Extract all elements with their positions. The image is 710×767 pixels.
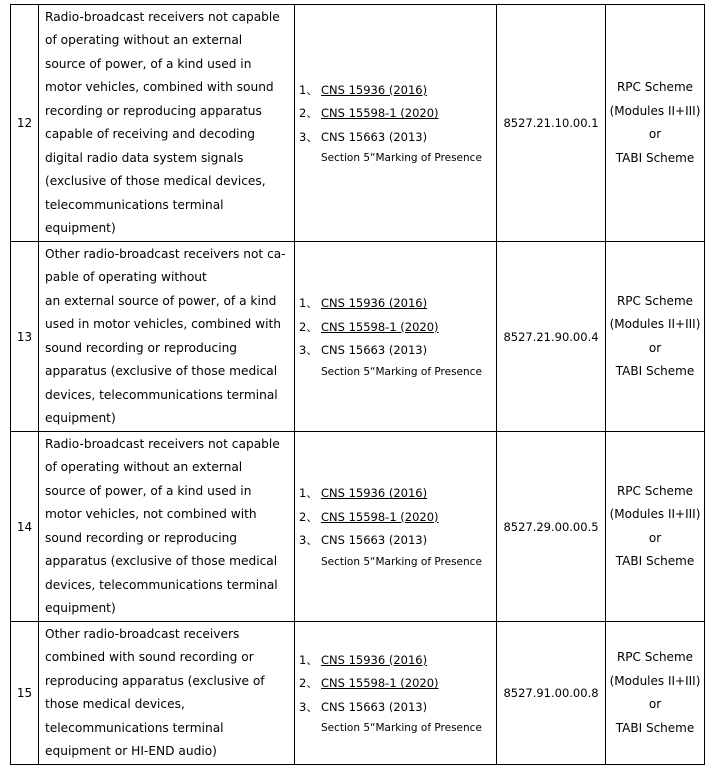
standard-name: CNS 15663 (2013) — [321, 129, 428, 144]
scheme-line: TABI Scheme — [615, 364, 695, 378]
standard-index: 2、 — [299, 676, 318, 691]
product-description — [39, 622, 295, 765]
standard-item — [299, 506, 496, 530]
description-line: digital radio data system signals — [45, 150, 244, 165]
standard-name: CNS 15936 (2016) — [321, 296, 428, 311]
standard-index: 2、 — [299, 319, 318, 334]
conformity-scheme — [606, 622, 705, 765]
scheme-line: (Modules II+III) — [609, 317, 701, 331]
scheme-line: (Modules II+III) — [609, 103, 701, 118]
standard-item — [299, 102, 496, 126]
scheme-line: RPC Scheme — [616, 483, 694, 498]
standard-section-note: Section 5“Marking of Presence — [321, 722, 482, 735]
standard-index: 1、 — [299, 486, 318, 501]
description-line: those medical devices, — [45, 697, 185, 711]
standard-section-note: Section 5“Marking of Presence — [321, 555, 482, 568]
scheme-line: or — [648, 340, 662, 355]
standard-section-note: Section 5“Marking of Presence — [321, 152, 482, 165]
description-line: equipment or HI-END audio) — [45, 744, 217, 758]
standard-index: 1、 — [299, 82, 318, 97]
product-description — [39, 432, 295, 622]
description-line: Radio-broadcast receivers not capable — [45, 436, 280, 451]
description-line: sound recording or reproducing — [45, 340, 238, 355]
item-number: 15 — [11, 622, 39, 765]
description-line: of operating without an external — [45, 460, 243, 474]
scheme-line: RPC Scheme — [616, 80, 694, 94]
table-row — [11, 432, 705, 622]
description-line: telecommunications terminal — [45, 197, 224, 212]
standard-name: CNS 15598-1 (2020) — [321, 319, 439, 334]
description-line: source of power, of a kind used in — [45, 56, 252, 71]
inspection-standards — [295, 622, 497, 765]
standard-name: CNS 15663 (2013) — [321, 533, 428, 548]
conformity-scheme — [606, 5, 705, 242]
scheme-line: or — [648, 530, 662, 545]
product-description — [39, 5, 295, 242]
standard-item — [299, 649, 496, 673]
standard-item — [299, 482, 496, 506]
standard-name: CNS 15936 (2016) — [321, 82, 428, 97]
scheme-line: TABI Scheme — [615, 554, 695, 568]
item-number: 14 — [11, 432, 39, 622]
standard-name: CNS 15936 (2016) — [321, 486, 428, 501]
standard-index: 3、 — [299, 699, 318, 714]
standard-item — [299, 672, 496, 696]
inspection-standards — [295, 242, 497, 432]
scheme-line: TABI Scheme — [615, 720, 695, 735]
standard-index: 3、 — [299, 533, 318, 548]
description-line: Radio-broadcast receivers not capable — [45, 9, 280, 24]
standard-index: 3、 — [299, 129, 318, 144]
description-line: Other radio-broadcast receivers not ca- — [45, 246, 286, 261]
scheme-line: TABI Scheme — [615, 150, 695, 165]
scheme-line: RPC Scheme — [616, 293, 694, 308]
regulation-table — [10, 4, 705, 765]
description-line: equipment) — [45, 411, 116, 425]
scheme-line: or — [648, 127, 662, 141]
description-line: equipment) — [45, 601, 116, 615]
description-line: source of power, of a kind used in — [45, 483, 252, 498]
description-line: devices, telecommunications terminal — [45, 577, 278, 592]
standard-name: CNS 15598-1 (2020) — [321, 509, 439, 524]
description-line: an external source of power, of a kind — [45, 293, 277, 308]
description-line: combined with sound recording or — [45, 650, 254, 664]
standard-index: 3、 — [299, 343, 318, 358]
description-line: recording or reproducing apparatus — [45, 103, 262, 118]
description-line: Other radio-broadcast receivers — [45, 626, 240, 641]
table-row — [11, 5, 705, 242]
description-line: capable of receiving and decoding — [45, 127, 256, 141]
standard-index: 2、 — [299, 509, 318, 524]
scheme-line: (Modules II+III) — [609, 507, 701, 521]
scheme-line: (Modules II+III) — [609, 673, 701, 688]
ccc-code: 8527.91.00.00.8 — [497, 622, 606, 765]
table-row — [11, 242, 705, 432]
standard-item — [299, 292, 496, 316]
standard-index: 1、 — [299, 296, 318, 311]
item-number: 12 — [11, 5, 39, 242]
standard-index: 2、 — [299, 106, 318, 121]
item-number: 13 — [11, 242, 39, 432]
standard-name: CNS 15663 (2013) — [321, 343, 428, 358]
description-line: sound recording or reproducing — [45, 530, 238, 545]
description-line: pable of operating without — [45, 270, 207, 284]
description-line: telecommunications terminal — [45, 720, 224, 735]
inspection-standards — [295, 5, 497, 242]
product-description — [39, 242, 295, 432]
description-line: motor vehicles, not combined with — [45, 507, 257, 521]
description-line: used in motor vehicles, combined with — [45, 317, 281, 331]
ccc-code: 8527.21.90.00.4 — [497, 242, 606, 432]
description-line: devices, telecommunications terminal — [45, 387, 278, 402]
standard-name: CNS 15936 (2016) — [321, 652, 428, 667]
description-line: apparatus (exclusive of those medical — [45, 364, 278, 378]
ccc-code: 8527.21.10.00.1 — [497, 5, 606, 242]
ccc-code: 8527.29.00.00.5 — [497, 432, 606, 622]
scheme-line: RPC Scheme — [616, 650, 694, 664]
table-body — [11, 5, 705, 765]
standard-item — [299, 316, 496, 340]
standard-item — [299, 339, 496, 363]
inspection-standards — [295, 432, 497, 622]
conformity-scheme — [606, 432, 705, 622]
conformity-scheme — [606, 242, 705, 432]
description-line: of operating without an external — [45, 33, 243, 47]
description-line: apparatus (exclusive of those medical — [45, 554, 278, 568]
standard-index: 1、 — [299, 652, 318, 667]
description-line: (exclusive of those medical devices, — [45, 174, 266, 188]
description-line: reproducing apparatus (exclusive of — [45, 673, 265, 688]
standard-item — [299, 696, 496, 720]
standard-name: CNS 15598-1 (2020) — [321, 676, 439, 691]
standard-item — [299, 126, 496, 150]
table-row — [11, 622, 705, 765]
standard-section-note: Section 5“Marking of Presence — [321, 365, 482, 378]
standard-item — [299, 79, 496, 103]
description-line: equipment) — [45, 221, 116, 235]
standard-name: CNS 15663 (2013) — [321, 699, 428, 714]
scheme-line: or — [648, 697, 662, 711]
description-line: motor vehicles, combined with sound — [45, 80, 274, 94]
standard-name: CNS 15598-1 (2020) — [321, 106, 439, 121]
standard-item — [299, 529, 496, 553]
